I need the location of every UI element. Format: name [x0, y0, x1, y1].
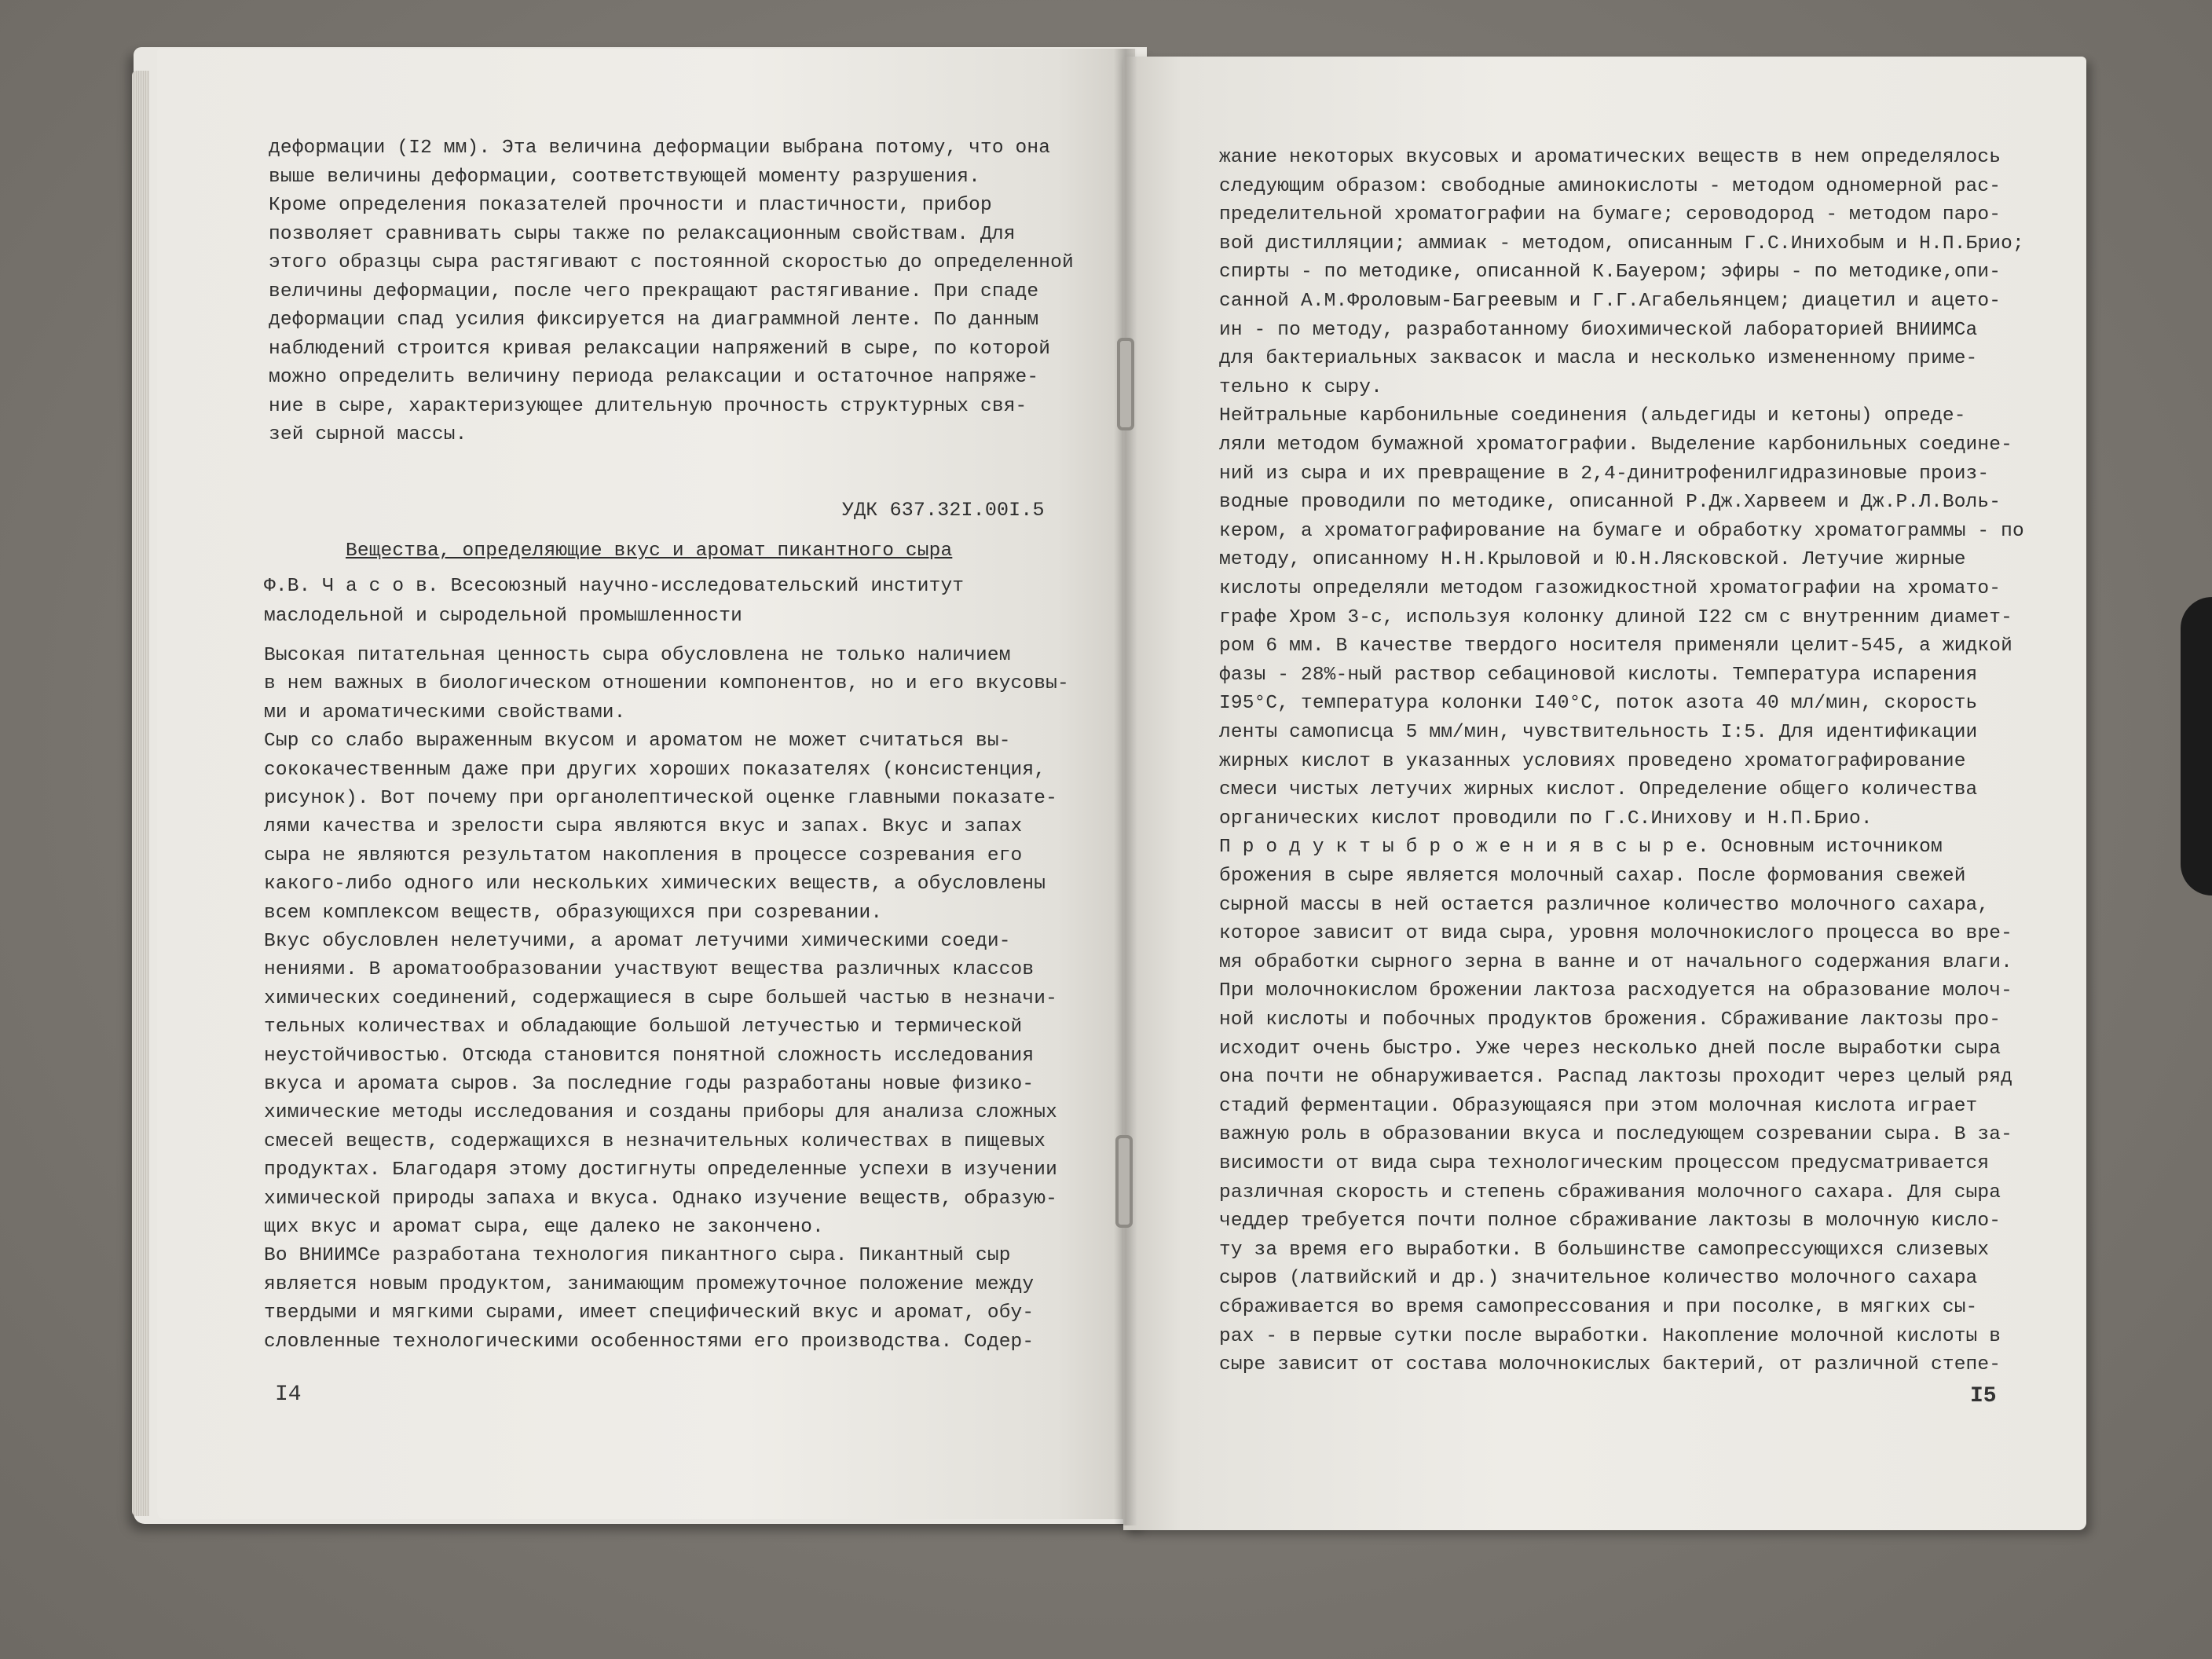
text-line: твердыми и мягкими сырами, имеет специфический вкус и аромат, обу- — [264, 1302, 1035, 1324]
text-line: графе Хром 3-с, используя колонку длиной I22 см с внутренним диамет- — [1219, 606, 2012, 628]
text-line: химической природы запаха и вкуса. Однако изучение веществ, образую- — [264, 1188, 1057, 1210]
text-line: сыров (латвийский и др.) значительное количество молочного сахара — [1219, 1268, 1978, 1290]
text-line: При молочнокислом брожении лактоза расходуется на образование молоч- — [1219, 980, 2012, 1002]
text-line: П р о д у к т ы б р о ж е н и я в с ы р е. Основным источником — [1219, 837, 1943, 859]
text-line: химические методы исследования и созданы приборы для анализа сложных — [264, 1102, 1057, 1124]
text-line: смесей веществ, содержащихся в незначительных количествах в пищевых — [264, 1130, 1046, 1152]
author-line: Ф.В. Ч а с о в. Всесоюзный научно-исследовательский институт — [264, 576, 965, 597]
text-line: органических кислот проводили по Г.С.Инихову и Н.П.Брио. — [1219, 808, 1873, 830]
text-line: ром 6 мм. В качестве твердого носителя применяли целит-545, а жидкой — [1219, 635, 2012, 657]
text-line: зей сырной массы. — [269, 424, 467, 445]
text-line: сыра не являются результатом накопления в процессе созревания его — [264, 844, 1023, 866]
text-line: мя обработки сырного зерна в ванне и от начального содержания влаги. — [1219, 951, 2012, 973]
text-line: ту за время его выработки. В большинстве самопрессующихся слизевых — [1219, 1239, 1990, 1261]
text-line: можно определить величину периода релаксации и остаточное напряже- — [269, 367, 1039, 388]
author-line: маслодельной и сыродельной промышленности — [264, 606, 742, 627]
text-line: смеси чистых летучих жирных кислот. Определение общего количества — [1219, 779, 1978, 801]
text-line: деформации (I2 мм). Эта величина деформации выбрана потому, что она — [269, 137, 1051, 159]
page-number-right: I5 — [1970, 1384, 1997, 1408]
text-line: тельно к сыру. — [1219, 376, 1382, 398]
text-line: кислоты определяли методом газожидкостной хроматографии на хромато- — [1219, 578, 2001, 599]
text-line: важную роль в образовании вкуса и последующем созревании сыра. В за- — [1219, 1124, 2012, 1146]
udk-code: УДК 637.32I.00I.5 — [842, 499, 1045, 522]
text-line: Кроме определения показателей прочности и пластичности, прибор — [269, 195, 992, 216]
top-staple — [1117, 338, 1134, 430]
text-line: сококачественным даже при других хороших показателях (консистенция, — [264, 759, 1046, 781]
text-line: брожения в сыре является молочный сахар. После формования свежей — [1219, 866, 1966, 887]
text-line: чеддер требуется почти полное сбраживание лактозы в молочную кисло- — [1219, 1210, 2001, 1232]
text-line: исходит очень быстро. Уже через несколько дней после выработки сыра — [1219, 1038, 2001, 1060]
lens-shadow — [2181, 597, 2212, 895]
text-line: фазы - 28%-ный раствор себациновой кислоты. Температура испарения — [1219, 664, 1978, 686]
text-line: всем комплексом веществ, образующихся при созревании. — [264, 902, 883, 924]
text-line: щих вкус и аромат сыра, еще далеко не закончено. — [264, 1217, 824, 1238]
text-line: I95°С, температура колонки I40°С, поток азота 40 мл/мин, скорость — [1219, 693, 1978, 715]
text-line: она почти не обнаруживается. Распад лактозы проходит через целый ряд — [1219, 1067, 2012, 1089]
text-line: химических соединений, содержащиеся в сыре большей частью в незначи- — [264, 987, 1057, 1009]
text-line: ной кислоты и побочных продуктов брожения. Сбраживание лактозы про- — [1219, 1009, 2001, 1031]
text-line: вой дистилляции; аммиак - методом, описанным Г.С.Инихобым и Н.П.Брио; — [1219, 233, 2024, 255]
text-line: Нейтральные карбонильные соединения (альдегиды и кетоны) опреде- — [1219, 405, 1966, 427]
text-line: ин - по методу, разработанному биохимической лабораторией ВНИИМСа — [1219, 319, 1978, 341]
text-line: лями качества и зрелости сыра являются вкус и запах. Вкус и запах — [264, 816, 1023, 838]
text-line: ляли методом бумажной хроматографии. Выделение карбонильных соедине- — [1219, 434, 2012, 456]
bottom-staple — [1115, 1135, 1133, 1228]
text-line: пределительной хроматографии на бумаге; сероводород - методом паро- — [1219, 204, 2001, 226]
article-title: Вещества, определяющие вкус и аромат пикантного сыра — [346, 540, 953, 562]
text-line: Во ВНИИМСе разработана технология пикантного сыра. Пикантный сыр — [264, 1245, 1011, 1267]
text-line: жирных кислот в указанных условиях проведено хроматографирование — [1219, 750, 1966, 772]
text-line: Сыр со слабо выраженным вкусом и ароматом не может считаться вы- — [264, 731, 1011, 753]
text-line: наблюдений строится кривая релаксации напряжений в сыре, по которой — [269, 338, 1051, 360]
text-line: методу, описанному Н.Н.Крыловой и Ю.Н.Лясковской. Летучие жирные — [1219, 549, 1966, 571]
text-line: сбраживается во время самопрессования и при посолке, в мягких сы- — [1219, 1297, 1978, 1318]
text-line: кером, а хроматографирование на бумаге и обработку хроматограммы - по — [1219, 520, 2024, 542]
text-line: спирты - по методике, описанной К.Бауером; эфиры - по методике,опи- — [1219, 262, 2001, 284]
text-line: выше величины деформации, соответствующей моменту разрушения. — [269, 166, 980, 188]
text-line: ние в сыре, характеризующее длительную прочность структурных свя- — [269, 395, 1027, 417]
text-line: величины деформации, после чего прекращают растягивание. При спаде — [269, 280, 1039, 302]
text-line: висимости от вида сыра технологическим процессом предусматривается — [1219, 1153, 1990, 1174]
text-line: Высокая питательная ценность сыра обусловлена не только наличием — [264, 645, 1011, 666]
text-line: деформации спад усилия фиксируется на диаграммной ленте. По данным — [269, 309, 1039, 331]
page-block-edge — [132, 71, 149, 1516]
text-line: позволяет сравнивать сыры также по релаксационным свойствам. Для — [269, 223, 1016, 245]
text-line: санной А.М.Фроловым-Багреевым и Г.Г.Агабельянцем; диацетил и ацето- — [1219, 291, 2001, 312]
page-number-left: I4 — [275, 1382, 302, 1407]
text-line: этого образцы сыра растягивают с постоянной скоростью до определенной — [269, 252, 1074, 273]
text-line: водные проводили по методике, описанной Р.Дж.Харвеем и Дж.Р.Л.Воль- — [1219, 492, 2001, 514]
text-line: стадий ферментации. Образующаяся при этом молочная кислота играет — [1219, 1095, 1978, 1117]
text-line: словленные технологическими особенностями его производства. Содер- — [264, 1331, 1035, 1353]
text-line: рах - в первые сутки после выработки. Накопление молочной кислоты в — [1219, 1325, 2001, 1347]
binding-gutter — [1114, 49, 1137, 1525]
text-line: в нем важных в биологическом отношении компонентов, но и его вкусовы- — [264, 673, 1069, 695]
text-line: жание некоторых вкусовых и ароматических веществ в нем определялось — [1219, 147, 2001, 168]
text-line: различная скорость и степень сбраживания молочного сахара. Для сыра — [1219, 1181, 2001, 1203]
text-line: является новым продуктом, занимающим промежуточное положение между — [264, 1273, 1035, 1295]
text-line: вкуса и аромата сыров. За последние годы разработаны новые физико- — [264, 1074, 1035, 1095]
text-line: сыре зависит от состава молочнокислых бактерий, от различной степе- — [1219, 1354, 2001, 1376]
text-line: следующим образом: свободные аминокислоты - методом одномерной рас- — [1219, 175, 2001, 197]
text-line: Вкус обусловлен нелетучими, а аромат летучими химическими соеди- — [264, 931, 1011, 952]
text-line: ленты самописца 5 мм/мин, чувствительность I:5. Для идентификации — [1219, 722, 1978, 743]
text-line: сырной массы в ней остается различное количество молочного сахара, — [1219, 894, 1990, 916]
text-line: ми и ароматическими свойствами. — [264, 701, 626, 723]
text-line: неустойчивостью. Отсюда становится понятной сложность исследования — [264, 1045, 1035, 1067]
text-line: продуктах. Благодаря этому достигнуты определенные успехи в изучении — [264, 1159, 1057, 1181]
text-line: какого-либо одного или нескольких химических веществ, а обусловлены — [264, 873, 1046, 895]
text-line: нениями. В ароматообразовании участвуют вещества различных классов — [264, 959, 1035, 981]
text-line: для бактериальных заквасок и масла и несколько измененному приме- — [1219, 348, 1978, 370]
text-line: рисунок). Вот почему при органолептической оценке главными показате- — [264, 788, 1057, 809]
text-line: которое зависит от вида сыра, уровня молочнокислого процесса во вре- — [1219, 923, 2012, 945]
text-line: тельных количествах и обладающие большой летучестью и термической — [264, 1016, 1023, 1038]
text-line: ний из сыра и их превращение в 2,4-динитрофенилгидразиновые произ- — [1219, 463, 1990, 485]
